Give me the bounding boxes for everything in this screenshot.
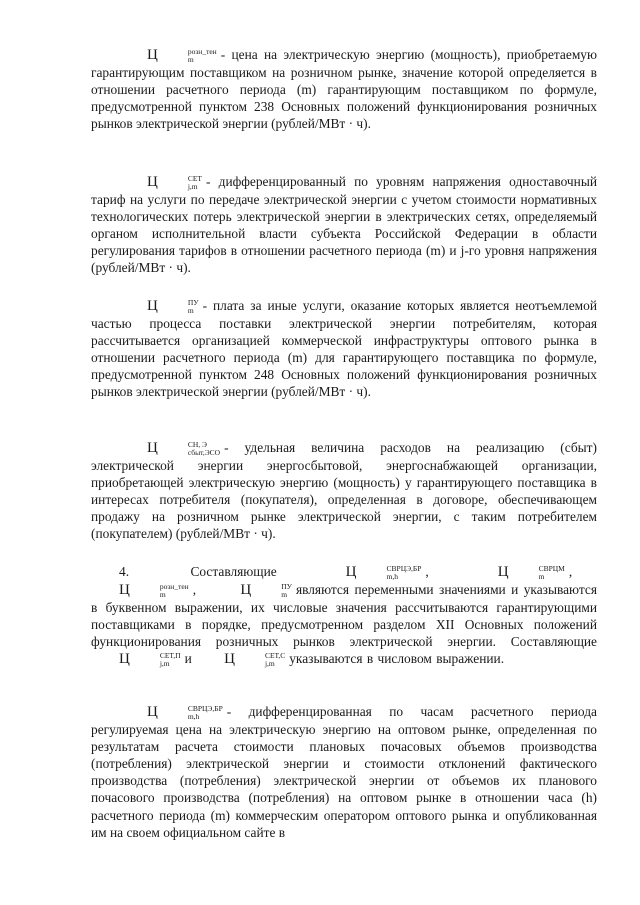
formula-set-p: Ц СЕТ,П j,m [119, 651, 181, 669]
definition-text: - цена на электрическую энергию (мощность), приобретаемую гарантирующим поставщиком на розничном рынке, значение которой определяется в отношении расчетного периода (m) гарантирующим поставщиком по формуле, предусмотренной пунктом 238 Основных положений функционирования розничных рынков электрической энергии (рублей/МВт · ч). [91, 47, 597, 132]
definition-text: - удельная величина расходов на реализацию (сбыт) электрической энергии энергосбытовой, энергоснабжающей организации, приобретающей электрическую энергию (мощность) у гарантирующего поставщика в интересах потребителя (покупателя), определенная в договоре, обеспечивающем продажу на розничном рынке электрической энергии, с таким потребителем (покупателем) (рублей/МВт · ч). [91, 440, 597, 542]
definition-text: - дифференцированная по часам расчетного периода регулируемая цена на электрическую энергию на оптовом рынке, определенная по результатам расчета стоимости плановых почасовых объемов производства (потребления) электрической энергии и стоимости отклонений фактического производства (потребления) электрической энергии от объемов их планового почасового производства (потребления) на оптовом рынке в отношении часа (h) расчетного периода (m) коммерческим оператором оптового рынка и опубликованная им на своем официальном сайте в [91, 704, 597, 840]
definition-text: - дифференцированный по уровням напряжения одноставочный тариф на услуги по передаче электрической энергии с учетом стоимости нормативных технологических потерь электрической энергии в электрических сетях, определяемый органом исполнительной власти субъекта Российской Федерации в области регулирования тарифов в отношении расчетного периода (m) и j-го уровня напряжения (рублей/МВт · ч). [91, 174, 597, 276]
clause-4-components: 4. Составляющие Ц СВРЦЭ,БР m,h , Ц СВРЦМ m , Ц розн_тен m , Ц ПУ m являются переменными значениями и указываются в буквенном выражении, их числовые значения рассчитываются гарантирующими поставщиками в порядке, предусмотренном разделом XII Основных положений функционирования розничных рынков электрической энергии. Составляющие Ц СЕТ,П j,m и Ц СЕТ,С j,m указываются в числовом выражении. [91, 563, 598, 669]
definition-other-services-fee [91, 297, 597, 401]
clause-lead: Составляющие [190, 564, 277, 579]
clause-tail: указываются в числовом выражении. [289, 651, 505, 667]
definition-wholesale-price [91, 703, 597, 841]
formula-wholesale-price: Ц СВРЦЭ,БР m,h [147, 703, 223, 721]
formula-retail-price-ref: Ц розн_тен m [119, 582, 189, 600]
formula-other-services-fee: Ц ПУ m [147, 297, 199, 315]
formula-svrcm: Ц СВРЦМ m [497, 563, 565, 581]
formula-svrce-br: Ц СВРЦЭ,БР m,h [345, 563, 422, 581]
conjunction: и [184, 651, 192, 667]
formula-sales-expenses: Ц СН, Э сбыт,ЭСО [147, 439, 221, 457]
definition-network-tariff [91, 173, 597, 277]
clause-body: являются переменными значениями и указываются в буквенном выражении, их числовые значения рассчитываются гарантирующими поставщиками в порядке, предусмотренном разделом XII Основных положений функционирования розничных рынков электрической энергии. Составляющие [91, 582, 598, 650]
formula-pu-ref: Ц ПУ m [240, 582, 292, 600]
formula-set-s: Ц СЕТ,С j,m [224, 651, 286, 669]
definition-text: - плата за иные услуги, оказание которых является неотъемлемой частью процесса поставки электрической энергии потребителям, которая рассчитывается организацией коммерческой инфраструктуры оптового рынка в отношении расчетного периода (m) для гарантирующего поставщика по формуле, предусмотренной пунктом 248 Основных положений функционирования розничных рынков электрической энергии (рублей/МВт · ч). [91, 298, 597, 400]
definition-retail-price [91, 46, 597, 132]
formula-retail-price: Ц розн_тен m [147, 46, 217, 64]
formula-network-tariff: Ц СЕТ j,m [147, 173, 203, 191]
clause-number: 4. [119, 564, 130, 579]
definition-sales-expenses [91, 439, 597, 543]
